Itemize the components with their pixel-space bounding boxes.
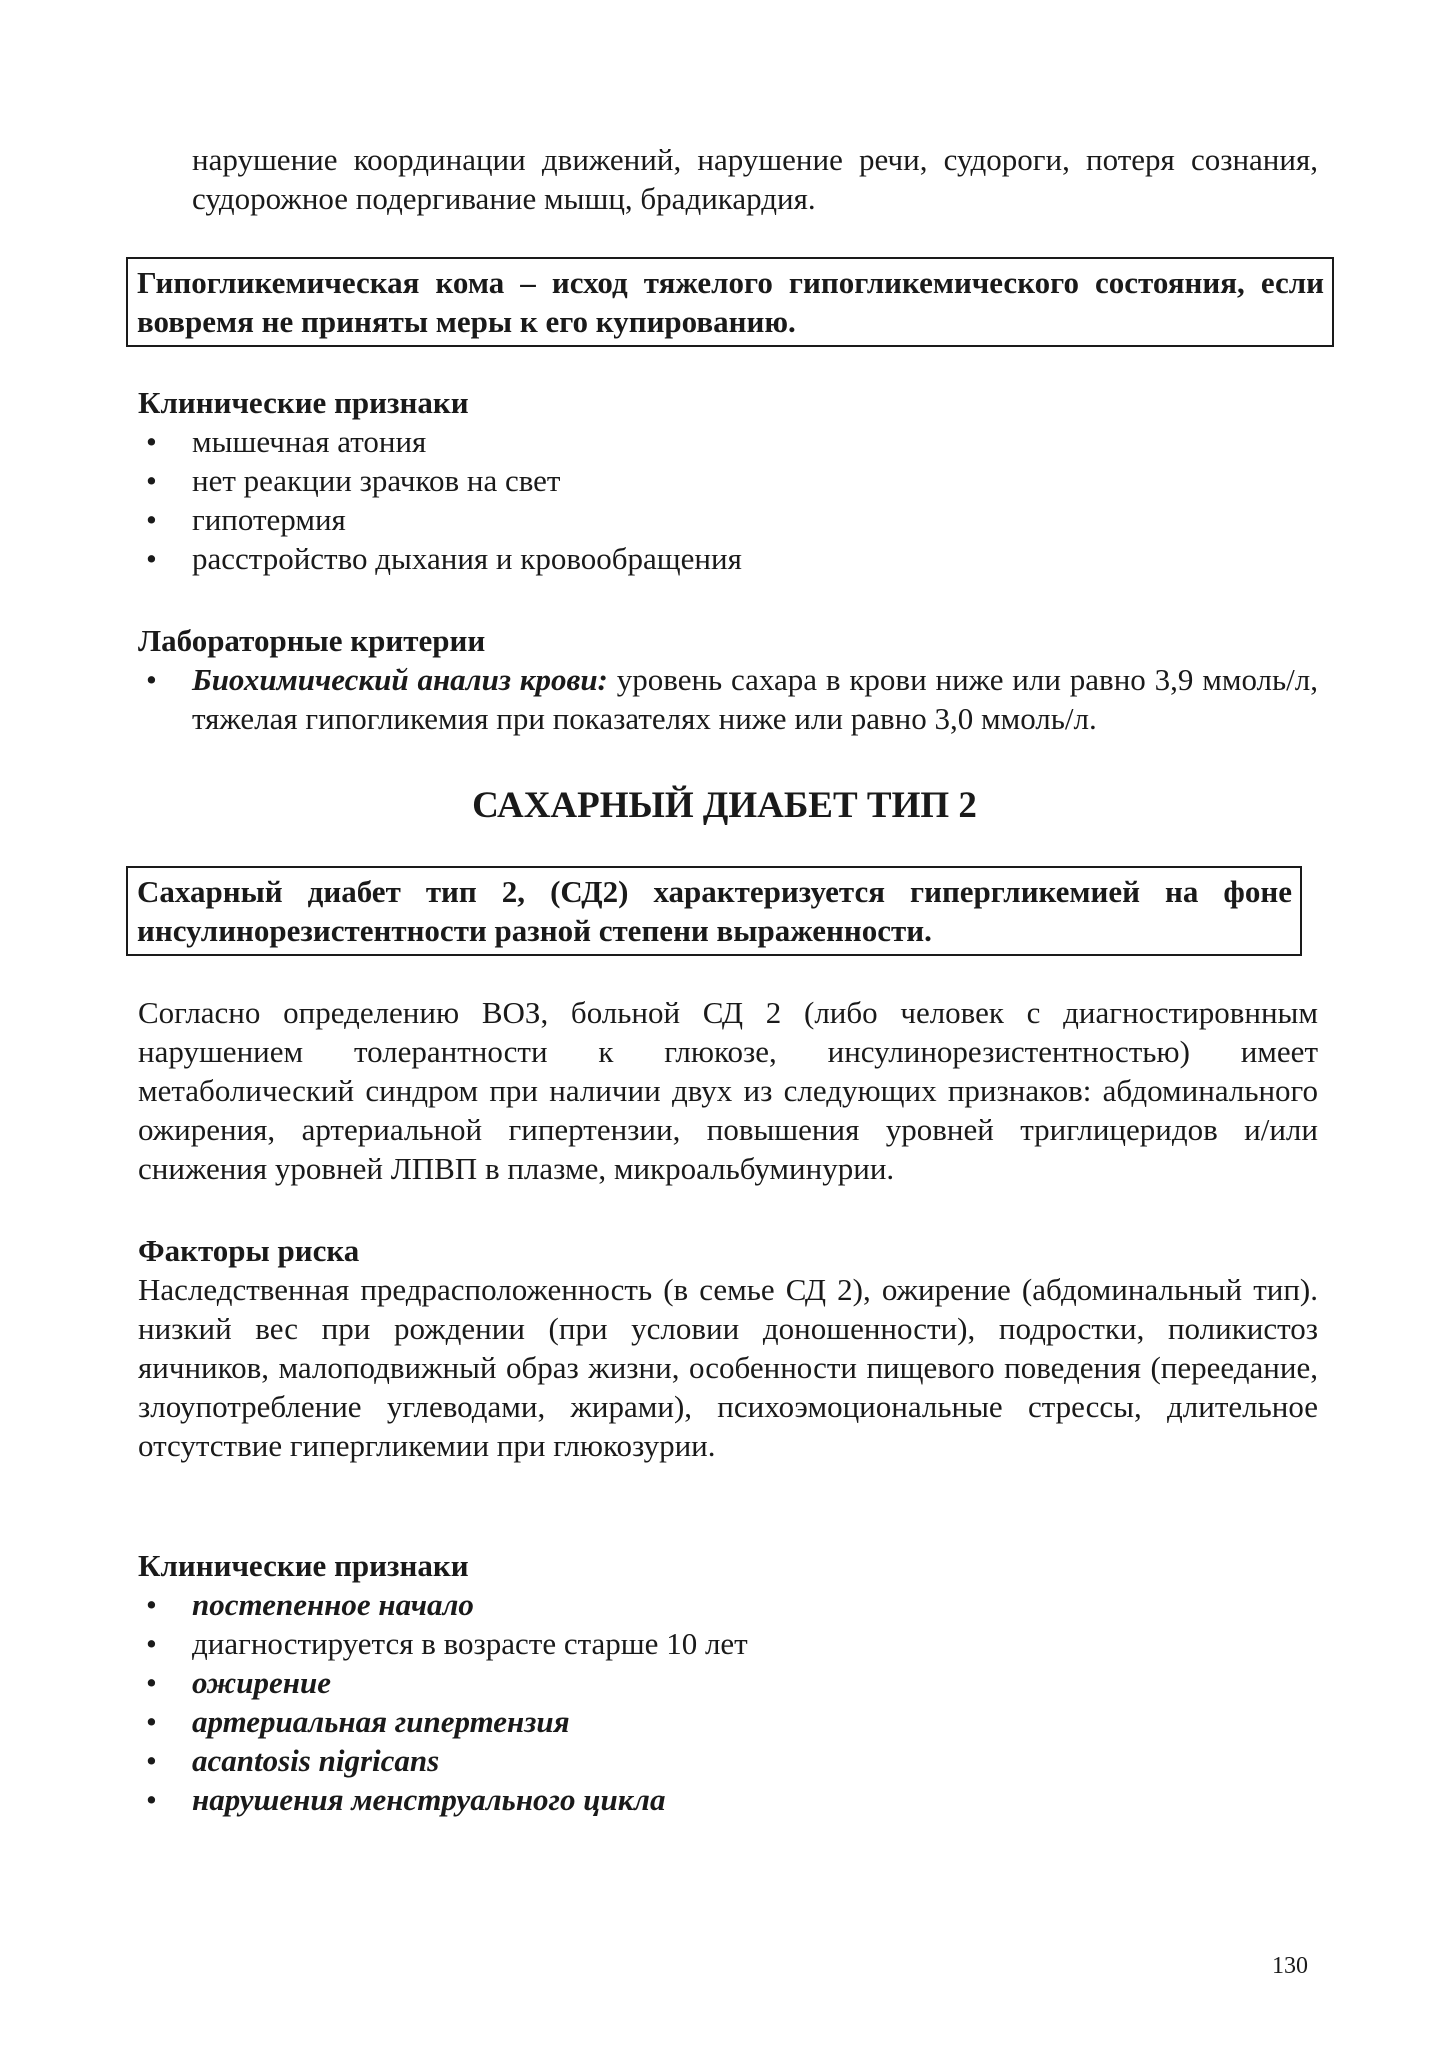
list-item: • постепенное начало (146, 1587, 474, 1622)
list-item: • нет реакции зрачков на свет (146, 463, 561, 498)
list-item: • расстройство дыхания и кровообращения (146, 541, 742, 576)
list-item (138, 660, 1318, 738)
lab-criteria-heading: Лабораторные критерии (138, 623, 486, 658)
lab-criteria-list (138, 660, 1318, 738)
list-item: • гипотермия (146, 502, 346, 537)
bullet: • (146, 1665, 157, 1700)
bullet: • (146, 1704, 157, 1739)
bullet: • (146, 662, 157, 697)
risk-factors-section (138, 1231, 1318, 1465)
who-paragraph: Согласно определению ВОЗ, больной СД 2 (либо человек с диагностировнным нарушением толерантности к глюкозе, инсулинорезистентностью) имеет метаболический синдром при наличии двух из следующих признаков: абдоминального ожирения, артериальной гипертензии, повышения уровней триглицеридов и/или снижения уровней ЛПВП в плазме, микроальбуминурии. (138, 995, 1318, 1186)
list-item: • артериальная гипертензия (146, 1704, 570, 1739)
list-item: • нарушения менструального цикла (146, 1782, 666, 1817)
coma-definition-box: Гипогликемическая кома – исход тяжелого гипогликемического состояния, если вовремя не приняты меры к его купированию. (126, 257, 1334, 347)
lab-item-text: уровень сахара в крови ниже или равно 3,9 ммоль/л, тяжелая гипогликемия при показателях ниже или равно 3,0 ммоль/л. (192, 662, 1318, 736)
clinical-signs-heading-2: Клинические признаки (138, 1548, 469, 1583)
list-item: • диагностируется в возрасте старше 10 лет (146, 1626, 748, 1661)
list-item: • мышечная атония (146, 424, 427, 459)
bullet: • (146, 502, 157, 537)
bullet: • (146, 1782, 157, 1817)
clinical-signs-list-1 (138, 422, 1318, 578)
lab-criteria-section (138, 621, 1318, 738)
bullet: • (146, 541, 157, 576)
bullet: • (146, 1587, 157, 1622)
risk-factors-heading: Факторы риска (138, 1233, 360, 1268)
list-item: • ожирение (146, 1665, 331, 1700)
bullet: • (146, 424, 157, 459)
list-item: • acantosis nigricans (146, 1743, 440, 1778)
clinical-signs-heading-1: Клинические признаки (138, 385, 469, 420)
clinical-signs-section-1 (138, 383, 1318, 578)
bullet: • (146, 1626, 157, 1661)
clinical-signs-list-2 (138, 1585, 1318, 1819)
lab-item-label: Биохимический анализ крови: (192, 662, 608, 697)
section-title: САХАРНЫЙ ДИАБЕТ ТИП 2 (472, 785, 977, 826)
clinical-signs-section-2 (138, 1546, 1318, 1819)
bullet: • (146, 1743, 157, 1778)
risk-factors-text: Наследственная предрасположенность (в семье СД 2), ожирение (абдоминальный тип). низкий вес при рождении (при условии доношенности), подростки, поликистоз яичников, малоподвижный образ жизни, особенности пищевого поведения (переедание, злоупотребление углеводами, жирами), психоэмоциональные стрессы, длительное отсутствие гипергликемии при глюкозурии. (138, 1272, 1318, 1463)
page-number: 130 (1272, 1953, 1308, 1979)
intro-paragraph: нарушение координации движений, нарушение речи, судороги, потеря сознания, судорожное подергивание мышц, брадикардия. (192, 142, 1318, 216)
bullet: • (146, 463, 157, 498)
dm2-definition-box: Сахарный диабет тип 2, (СД2) характеризуется гипергликемией на фоне инсулинорезистентности разной степени выраженности. (126, 866, 1302, 956)
